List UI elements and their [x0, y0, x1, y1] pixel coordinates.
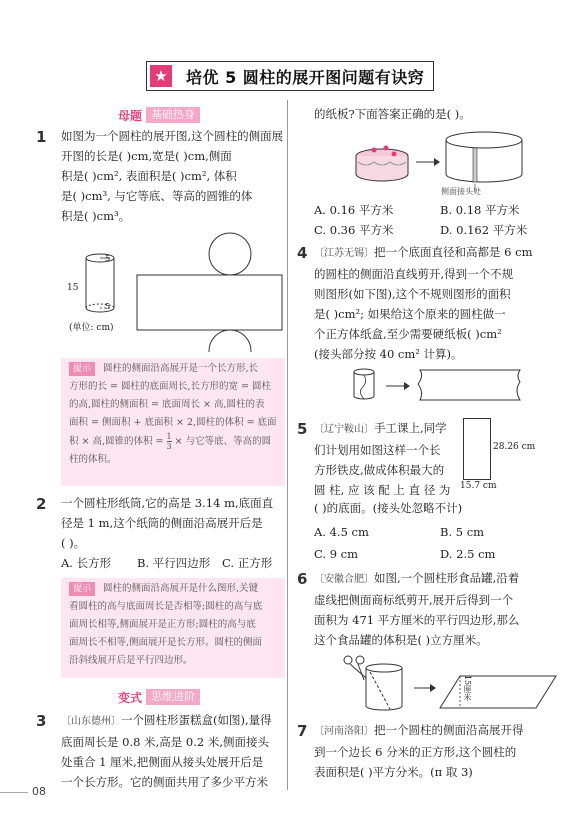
question-1-text: 如图为一个圆柱的展开图,这个圆柱的侧面展 开图的长是( )cm,宽是( )cm,侧面 积是( )cm², 表面积是( )cm², 体积 是( )cm³, 与它等底、等高的圆锥的体 积是( )cm³。 — [61, 129, 284, 223]
column-divider — [287, 100, 288, 790]
cylinder-net-figure — [60, 232, 285, 352]
question-3-continued: 的纸板?下面答案正确的是( )。 — [314, 107, 471, 121]
hint-label: 提示 — [69, 362, 95, 376]
short-side-label: 15.7 cm — [460, 481, 497, 491]
question-number: 6 — [297, 570, 308, 588]
radius-label-top: 5 — [105, 254, 111, 263]
metal-sheet-rectangle — [463, 418, 491, 480]
question-6-text: 〔安徽合肥〕如图,一个圆柱形食品罐,沿着 虚线把侧面商标纸剪开,展开后得到一个 面积为 471 平方厘米的平行四边形,那么 这个食品罐的体积是( )立方厘米。 — [314, 571, 520, 647]
question-5-text-last: ( )的底面。(接头处忽略不计) — [314, 501, 463, 515]
cake-box-figure — [348, 126, 528, 198]
question-4-text: 〔江苏无锡〕把一个底面直径和高都是 6 cm 的圆柱的侧面沿直线剪开,得到一个不规 则图形(如下图),这个不规则图形的面积 是( )cm²; 如果给这个原来的圆柱做一 个正方体纸盒,至少需要硬纸板( )cm² (接头部分按 40 cm² 计算)。 — [314, 245, 533, 361]
footer-line — [0, 792, 28, 793]
page-title: 培优 5 圆柱的展开图问题有诀窍 — [186, 67, 425, 87]
question-number: 1 — [36, 128, 47, 146]
page-number: 08 — [32, 785, 46, 798]
section-banner — [146, 61, 434, 91]
hint-box-1: 提示 圆柱的侧面沿高展开是一个长方形,长 方形的长 = 圆柱的底面周长,长方形的宽 = 圆柱 的高,圆柱的侧面积 = 底面周长 × 高,圆柱的表 面积 = 侧面积 + 底面积 × 2,圆柱的体积 = 底面 积 × 高,圆锥的体积 = $\frac{1}{3}$ × 与它等底、等高的圆 柱的体积。 — [61, 358, 285, 486]
hint-box-2: 提示 圆柱的侧面沿高展开是什么图形,关键 看圆柱的高与底面周长是否相等;圆柱的高与底 面周长相等,侧面展开是正方形;圆柱的高与底 面周长不相等,侧面展开是长方形。圆柱的侧面 沿斜线展开后是平行四边形。 — [61, 578, 285, 678]
option-d[interactable]: D. 2.5 cm — [440, 547, 496, 561]
source-tag: 〔山东德州〕 — [61, 716, 121, 727]
question-number: 5 — [297, 420, 308, 438]
section-heading-basic: 母题 基础热身 — [118, 106, 200, 124]
source-tag: 〔河南洛阳〕 — [314, 726, 374, 737]
option-d[interactable]: D. 0.162 平方米 — [440, 223, 528, 237]
question-7-text: 〔河南洛阳〕把一个圆柱的侧面沿高展开得 到一个边长 6 分米的正方形,这个圆柱的 表面积是( )平方分米。(π 取 3) — [314, 723, 524, 779]
source-tag: 〔辽宁鞍山〕 — [314, 424, 374, 435]
height-label: 15 — [67, 283, 79, 293]
option-a[interactable]: A. 0.16 平方米 — [314, 203, 394, 217]
source-tag: 〔江苏无锡〕 — [314, 248, 374, 259]
option-a[interactable]: A. 4.5 cm — [314, 525, 369, 539]
star-icon: ★ — [150, 65, 172, 87]
option-c[interactable]: C. 9 cm — [314, 547, 359, 561]
one-third-fraction: $\frac{1}{3}$ — [166, 432, 172, 451]
radius-label-bottom: 5 — [105, 302, 111, 311]
question-number: 2 — [36, 495, 47, 513]
option-b[interactable]: B. 0.18 平方米 — [440, 203, 520, 217]
unit-label: (单位: cm) — [69, 323, 114, 333]
question-number: 4 — [297, 244, 308, 262]
height-label: 15厘米 — [463, 675, 472, 702]
source-tag: 〔安徽合肥〕 — [314, 574, 374, 585]
irregular-net-figure — [350, 364, 530, 406]
question-number: 3 — [36, 712, 47, 730]
option-b[interactable]: B. 平行四边形 — [137, 556, 211, 570]
joint-caption: 侧面接头处 — [441, 187, 481, 196]
question-2-text: 一个圆柱形纸筒,它的高是 3.14 m,底面直 径是 1 m,这个纸筒的侧面沿高展开后是 ( )。 — [61, 496, 274, 550]
question-number: 7 — [297, 722, 308, 740]
long-side-label: 28.26 cm — [493, 442, 536, 452]
question-5-text: 〔辽宁鞍山〕手工课上,同学 们计划用如图这样一个长 方形铁皮,做成体积最大的 圆 柱, 应 该 配 上 直 径 为 — [314, 421, 451, 497]
option-c[interactable]: C. 正方形 — [222, 556, 273, 570]
section-heading-advanced: 变式 思维进阶 — [118, 688, 200, 706]
option-c[interactable]: C. 0.36 平方米 — [314, 223, 394, 237]
hint-label: 提示 — [69, 582, 95, 596]
option-a[interactable]: A. 长方形 — [61, 556, 112, 570]
food-can-figure — [340, 654, 560, 714]
question-3-text: 〔山东德州〕一个圆柱形蛋糕盒(如图),量得 底面周长是 0.8 米,高是 0.2 米,侧面接头 处重合 1 厘米,把侧面从接头处展开后是 一个长方形。它的侧面共用了多少平方米 — [61, 713, 272, 789]
option-b[interactable]: B. 5 cm — [440, 525, 485, 539]
